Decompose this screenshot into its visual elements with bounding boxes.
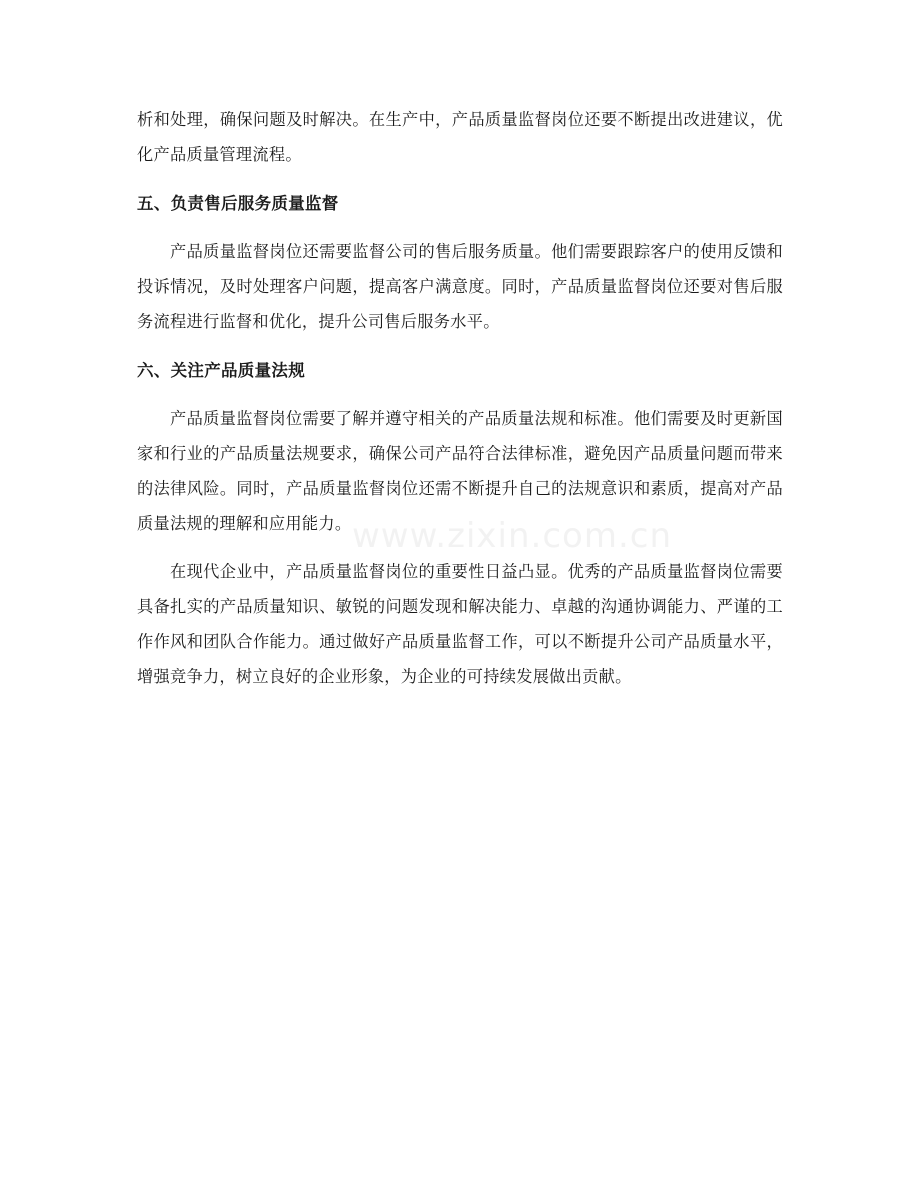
section-heading-6: 六、关注产品质量法规 bbox=[137, 361, 305, 380]
watermark: www.zixin.com.cn bbox=[352, 516, 672, 556]
section-6-paragraph-1: 产品质量监督岗位需要了解并遵守相关的产品质量法规和标准。他们需要及时更新国家和行业的产品质量法规要求，确保公司产品符合法律标准，避免因产品质量问题而带来的法律风险。同时，产品质量监督岗位还需不断提升自己的法规意识和素质，提高对产品质量法规的理解和应用能力。 bbox=[137, 409, 783, 533]
intro-paragraph: 析和处理，确保问题及时解决。在生产中，产品质量监督岗位还要不断提出改进建议，优化产品质量管理流程。 bbox=[137, 110, 783, 164]
document-body bbox=[137, 102, 783, 694]
section-6-paragraph-2: 在现代企业中，产品质量监督岗位的重要性日益凸显。优秀的产品质量监督岗位需要具备扎实的产品质量知识、敏锐的问题发现和解决能力、卓越的沟通协调能力、严谨的工作作风和团队合作能力。通过做好产品质量监督工作，可以不断提升公司产品质量水平，增强竞争力，树立良好的企业形象，为企业的可持续发展做出贡献。 bbox=[137, 562, 783, 686]
section-5-paragraph-1: 产品质量监督岗位还需要监督公司的售后服务质量。他们需要跟踪客户的使用反馈和投诉情况，及时处理客户问题，提高客户满意度。同时，产品质量监督岗位还要对售后服务流程进行监督和优化，提升公司售后服务水平。 bbox=[137, 242, 783, 331]
section-heading-5: 五、负责售后服务质量监督 bbox=[137, 194, 339, 213]
